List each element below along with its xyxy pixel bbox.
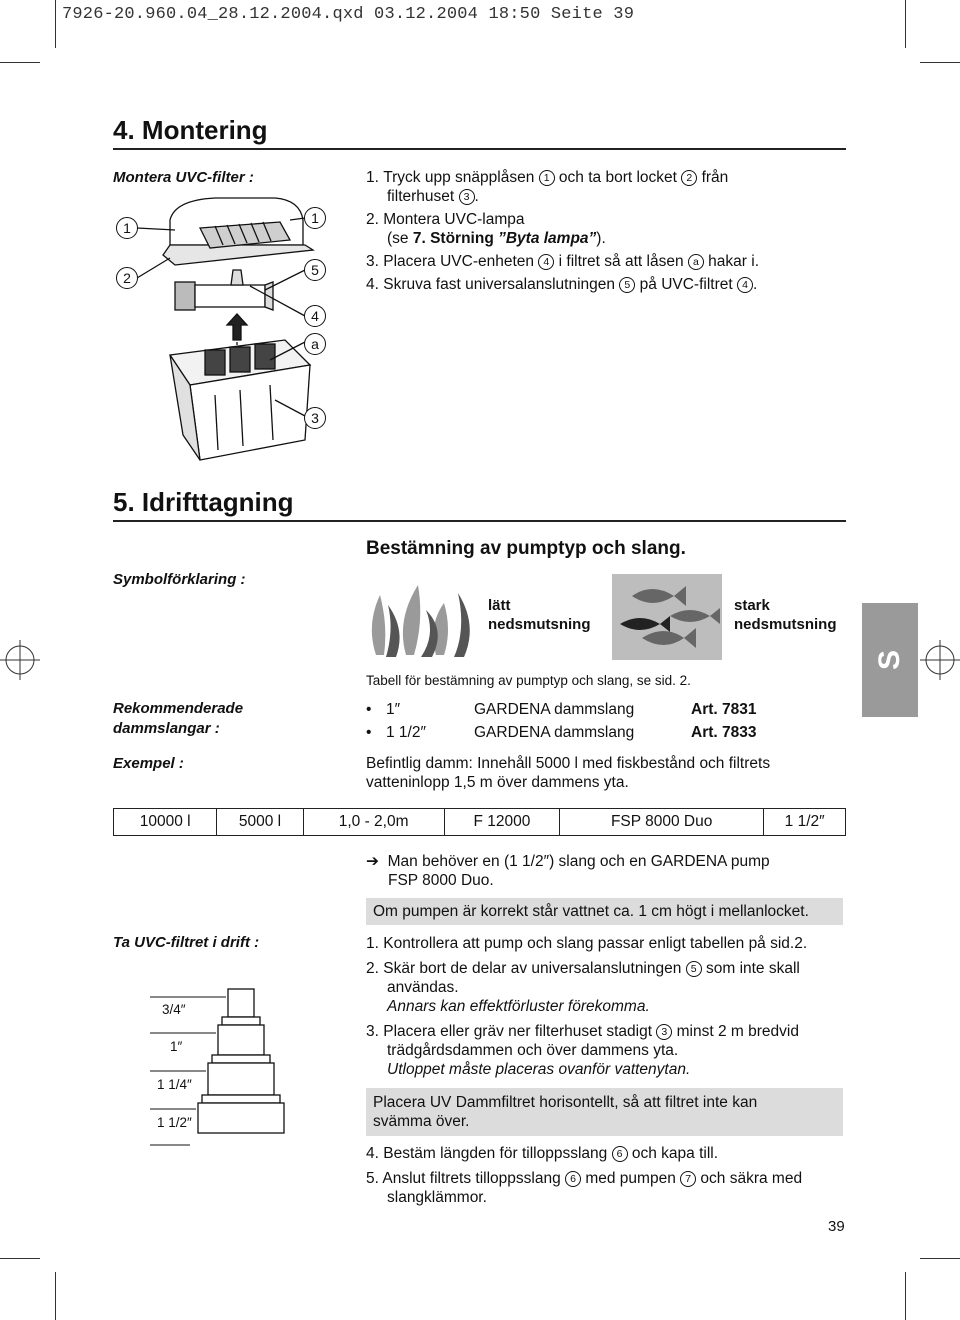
drift-step-4: 4. Bestäm längden för tilloppsslang 6 och kapa till. xyxy=(366,1145,719,1162)
drift-step-2: 2. Skär bort de delar av universalanslutningen 5 som inte skall xyxy=(366,960,800,977)
step-4: 4. Skruva fast universalanslutningen 5 på UVC-filtret 4 . xyxy=(366,276,758,293)
crop-mark xyxy=(0,1258,40,1259)
callout-1-right: 1 xyxy=(304,207,326,229)
step-1: 1. Tryck upp snäpplåsen 1 och ta bort locket 2 från xyxy=(366,169,729,186)
table-cell: 10000 l xyxy=(114,809,217,836)
drift-steps xyxy=(366,934,846,1207)
note-box-water-level: Om pumpen är korrekt står vattnet ca. 1 cm högt i mellanlocket. xyxy=(366,898,843,925)
side-label-symbol: Symbolförklaring : xyxy=(113,571,246,588)
crop-mark xyxy=(905,0,906,48)
step-2-cont: (se 7. Störning ”Byta lampa”). xyxy=(387,230,606,247)
connector-label: 1″ xyxy=(170,1039,183,1054)
arrow-icon: ➔ xyxy=(366,853,379,870)
callout-a: a xyxy=(304,333,326,355)
light-pollution-label: lätt nedsmutsning xyxy=(488,597,591,633)
side-label-recommended: Rekommenderade dammslangar : xyxy=(113,700,244,737)
side-label-montera: Montera UVC-filter : xyxy=(113,169,254,186)
connector-label: 3/4″ xyxy=(162,1002,186,1017)
callout-3: 3 xyxy=(304,407,326,429)
connector-label: 1 1/4″ xyxy=(157,1077,192,1092)
crop-mark xyxy=(55,1272,56,1320)
drift-step-3-cont: trädgårdsdammen och över dammens yta. xyxy=(387,1042,679,1059)
drift-step-3: 3. Placera eller gräv ner filterhuset stadigt 3 minst 2 m bredvid xyxy=(366,1023,799,1040)
result-text: ➔ Man behöver en (1 1/2″) slang och en GARDENA pump FSP 8000 Duo. xyxy=(366,853,770,889)
crop-mark xyxy=(905,1272,906,1320)
table-row xyxy=(114,809,846,836)
step-2: 2. Montera UVC-lampa xyxy=(366,211,525,228)
example-text: Befintlig damm: Innehåll 5000 l med fiskbestånd och filtrets vatteninlopp 1,5 m över dammens yta. xyxy=(366,755,771,791)
montering-steps xyxy=(366,168,846,294)
crop-mark xyxy=(920,1258,960,1259)
print-file-header: 7926-20.960.04_28.12.2004.qxd 03.12.2004 18:50 Seite 39 xyxy=(62,5,635,24)
heavy-pollution-label: stark nedsmutsning xyxy=(734,597,837,633)
language-tab: S xyxy=(862,603,918,717)
drift-step-5-cont: slangklämmor. xyxy=(387,1189,487,1206)
step-3: 3. Placera UVC-enheten 4 i filtret så att låsen a hakar i. xyxy=(366,253,760,270)
connector-label: 1 1/2″ xyxy=(157,1115,192,1130)
drift-step-2-cont: användas. xyxy=(387,979,459,996)
callout-4: 4 xyxy=(304,305,326,327)
light-pollution-plants-icon xyxy=(366,575,481,657)
section-rule xyxy=(113,148,846,150)
registration-mark xyxy=(0,640,40,680)
table-cell: 1 1/2″ xyxy=(764,809,846,836)
callout-5: 5 xyxy=(304,259,326,281)
drift-step-3-note: Utloppet måste placeras ovanför vattenytan. xyxy=(387,1061,691,1078)
table-reference-note: Tabell för bestämning av pumptyp och slang, se sid. 2. xyxy=(366,673,691,688)
note-box-horizontal: Placera UV Dammfiltret horisontellt, så att filtret inte kan svämma över. xyxy=(366,1088,843,1136)
crop-mark xyxy=(0,62,40,63)
section-rule xyxy=(113,520,846,522)
page-number: 39 xyxy=(828,1218,845,1235)
section-heading-idrifttagning: 5. Idrifttagning xyxy=(113,487,294,517)
step-1-cont: filterhuset 3 . xyxy=(387,188,479,205)
subheading-pumptyp: Bestämning av pumptyp och slang. xyxy=(366,538,686,559)
example-table xyxy=(113,808,846,836)
drift-step-2-note: Annars kan effektförluster förekomma. xyxy=(387,998,650,1015)
table-cell: 5000 l xyxy=(217,809,303,836)
hose-item: • 1 1/2″ GARDENA dammslang Art. 7833 xyxy=(366,724,757,741)
drift-step-5: 5. Anslut filtrets tilloppsslang 6 med pumpen 7 och säkra med xyxy=(366,1170,803,1187)
table-cell: 1,0 - 2,0m xyxy=(303,809,444,836)
table-cell: FSP 8000 Duo xyxy=(560,809,764,836)
side-label-drift: Ta UVC-filtret i drift : xyxy=(113,934,260,951)
registration-mark xyxy=(920,640,960,680)
crop-mark xyxy=(55,0,56,48)
heavy-pollution-fish-icon xyxy=(612,574,722,660)
crop-mark xyxy=(920,62,960,63)
hose-item: • 1″ GARDENA dammslang Art. 7831 xyxy=(366,701,757,718)
callout-1-left: 1 xyxy=(116,217,138,239)
side-label-example: Exempel : xyxy=(113,755,184,772)
section-heading-montering: 4. Montering xyxy=(113,115,268,145)
table-cell: F 12000 xyxy=(444,809,559,836)
drift-step-1: 1. Kontrollera att pump och slang passar enligt tabellen på sid.2. xyxy=(366,935,808,952)
hose-list xyxy=(366,700,766,746)
callout-2-left: 2 xyxy=(116,267,138,289)
